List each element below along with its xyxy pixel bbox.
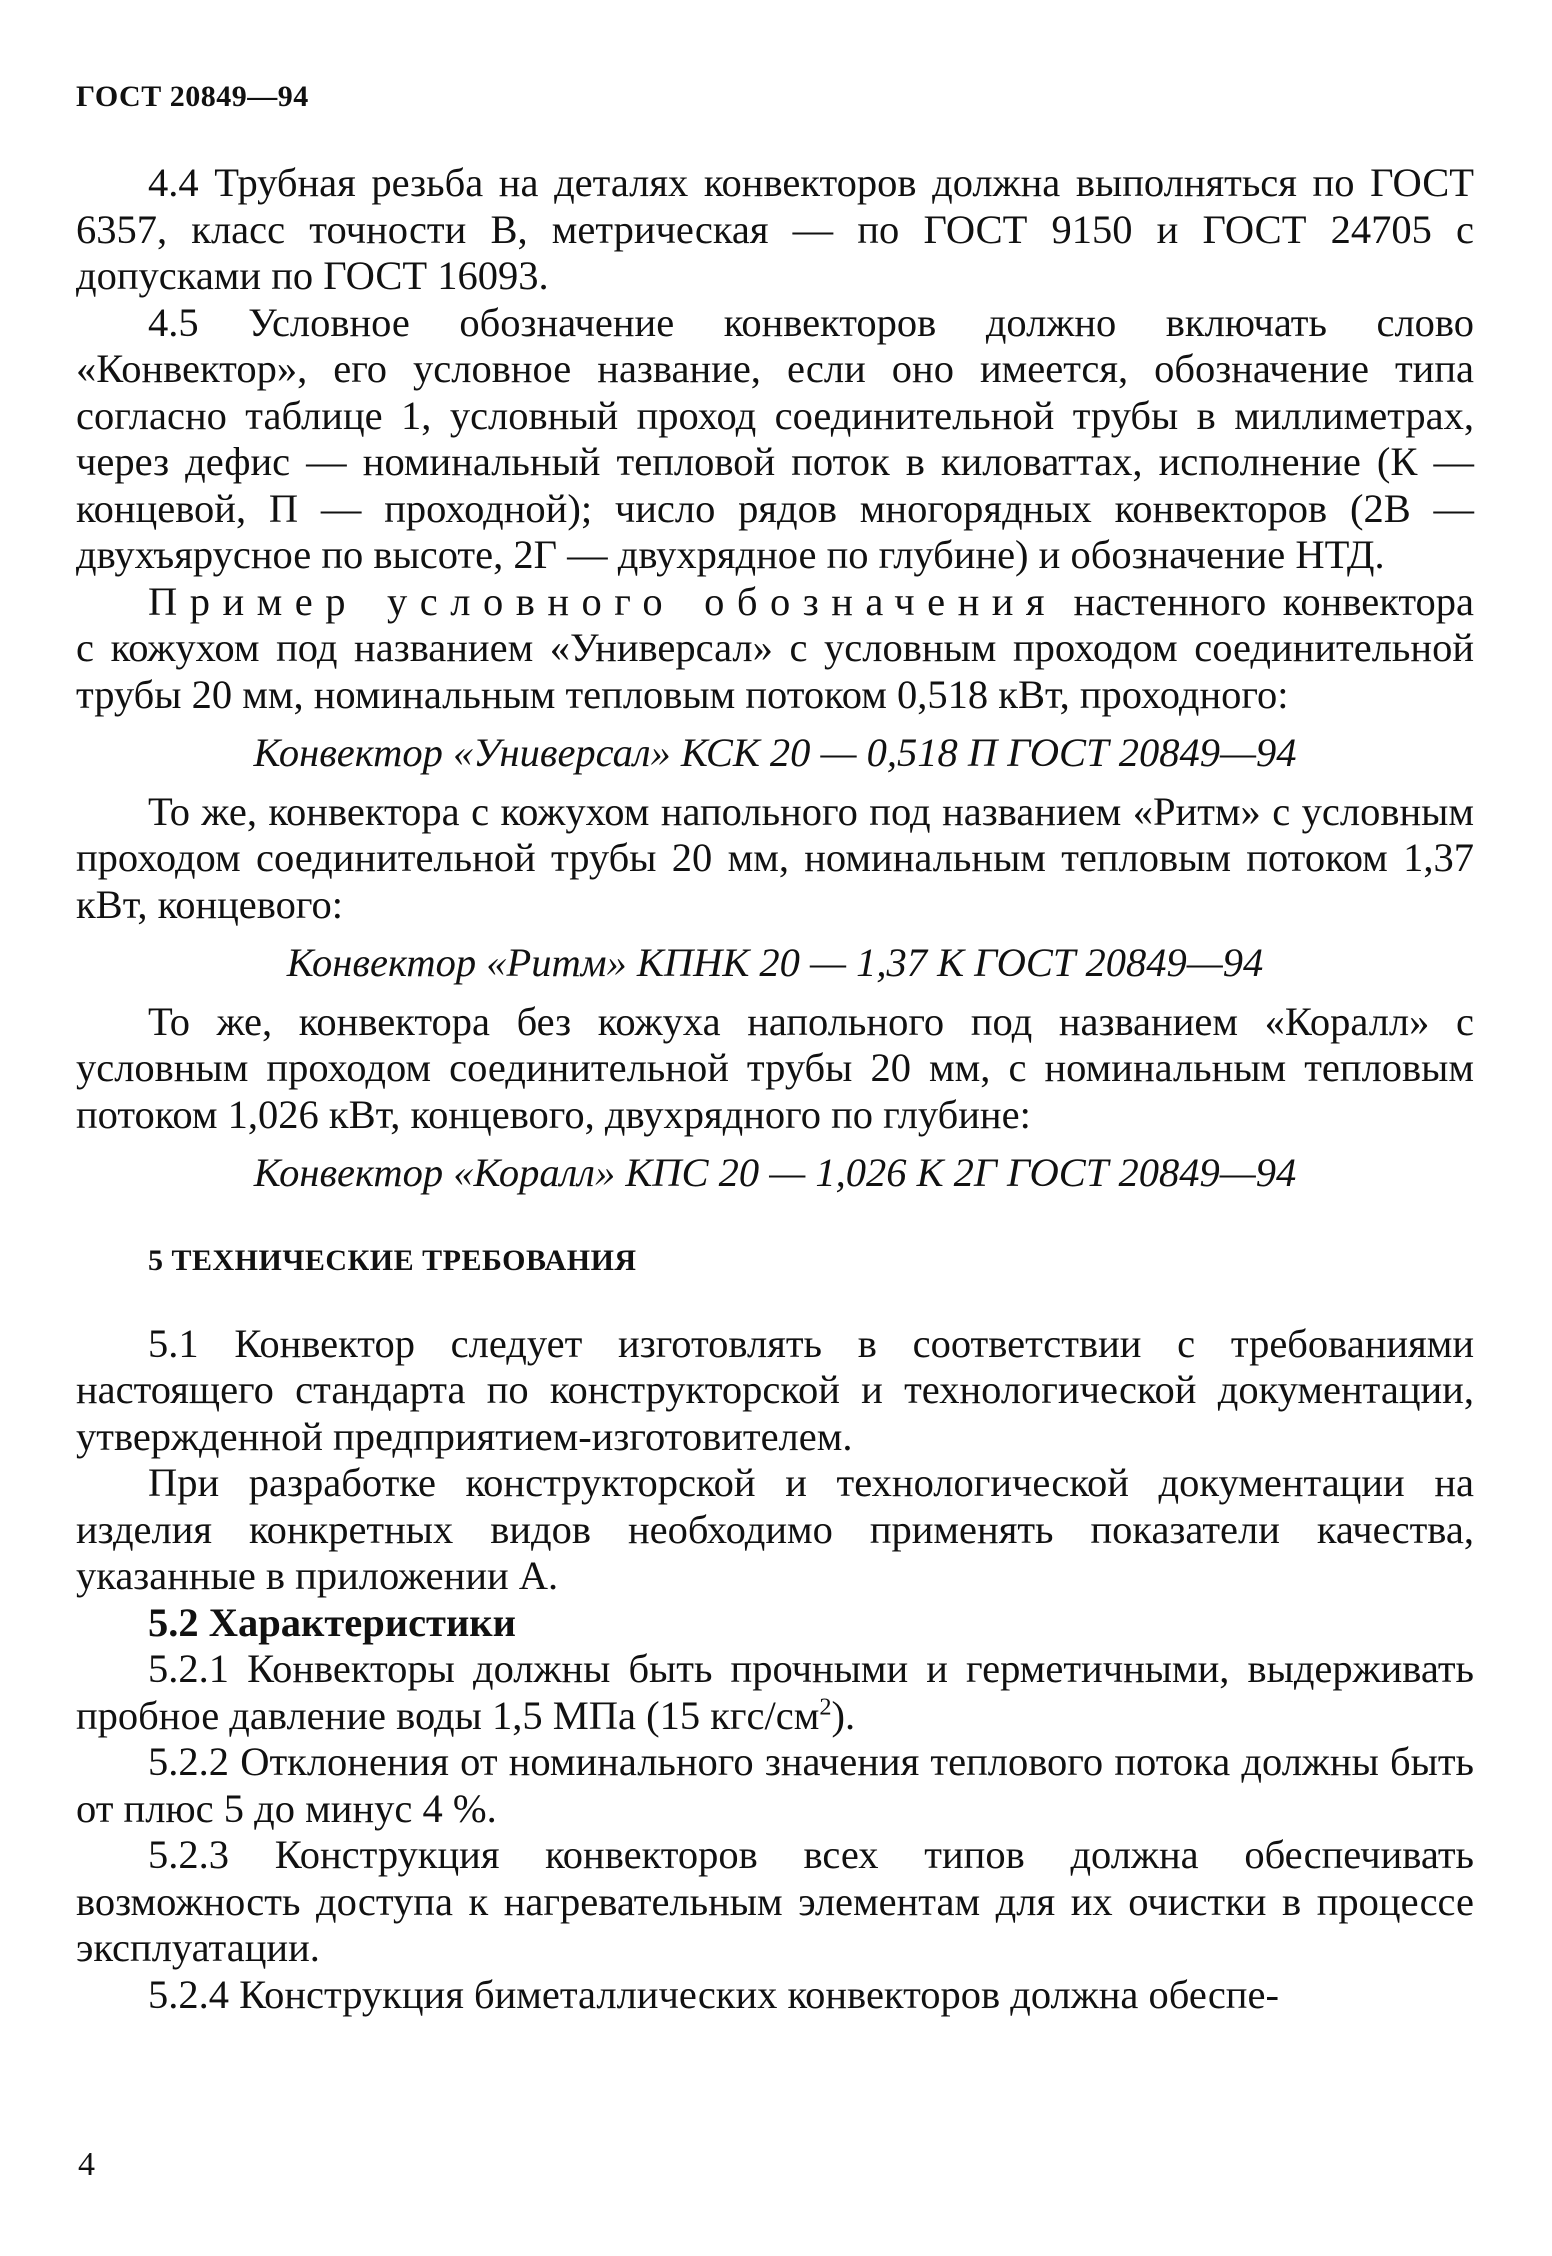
paragraph-5-2-1 [76, 1646, 1474, 1739]
paragraph-4-4: 4.4 Трубная резьба на деталях конвекторов должна выполняться по ГОСТ 6357, класс точности B, метрическая — по ГОСТ 9150 и ГОСТ 24705 с допусками по ГОСТ 16093. [76, 160, 1474, 298]
example-designation-3: Конвектор «Коралл» КПС 20 — 1,026 К 2Г ГОСТ 20849—94 [253, 1150, 1297, 1195]
same-paragraph-3: То же, конвектора без кожуха напольного под названием «Коралл» с условным проходом соединительной трубы 20 мм, с номинальным тепловым потоком 1,026 кВт, концевого, двухрядного по глубине: [76, 998, 1474, 1137]
paragraph-5-2-3: 5.2.3 Конструкция конвекторов всех типов должна обеспечивать возможность доступа к нагревательным элементам для их очистки в процессе эксплуатации. [76, 1832, 1474, 1970]
paragraph-5-2-1-end: ). [831, 1692, 856, 1738]
example-designation-2: Конвектор «Ритм» КПНК 20 — 1,37 К ГОСТ 20849—94 [286, 940, 1264, 985]
example-lead: Пример условного обозначения [148, 578, 1058, 624]
subsection-5-2-title: 5.2 Характеристики [148, 1599, 516, 1645]
superscript-2: 2 [819, 1693, 832, 1720]
paragraph-5-2-4: 5.2.4 Конструкция биметаллических конвекторов должна обеспе- [148, 1971, 1279, 2017]
paragraph-5-1: 5.1 Конвектор следует изготовлять в соответствии с требованиями настоящего стандарта по конструкторской и технологической документации, утвержденной предприятием-изготовителем. [76, 1320, 1474, 1459]
page-number: 4 [78, 2146, 95, 2183]
same-paragraph-2: То же, конвектора с кожухом напольного под названием «Ритм» с условным проходом соединительной трубы 20 мм, номинальным тепловым потоком 1,37 кВт, концевого: [76, 788, 1474, 927]
example-designation-1: Конвектор «Универсал» КСК 20 — 0,518 П ГОСТ 20849—94 [253, 730, 1297, 775]
example-text: настенного конвектора с кожухом под названием «Универсал» с условным проходом соединительной трубы 20 мм, номинальным тепловым потоком 0,518 кВт, проходного: [76, 578, 1474, 717]
paragraph-5-1-b: При разработке конструкторской и технологической документации на изделия конкретных видов необходимо применять показатели качества, указанные в приложении А. [76, 1460, 1474, 1598]
example-paragraph [76, 579, 1474, 719]
paragraph-4-5: 4.5 Условное обозначение конвекторов должно включать слово «Конвектор», его условное название, если оно имеется, обозначение типа согласно таблице 1, условный проход соединительной трубы в миллиметрах, через дефис — номинальный тепловой поток в киловаттах, исполнение (К — концевой, П — проходной); число рядов многорядных конвекторов (2В — двухъярусное по высоте, 2Г — двухрядное по глубине) и обозначение НТД. [76, 299, 1474, 577]
page-body [76, 160, 1474, 2018]
paragraph-5-2-2: 5.2.2 Отклонения от номинального значения теплового потока должны быть от плюс 5 до минус 4 %. [76, 1739, 1474, 1831]
page-header: ГОСТ 20849—94 [76, 80, 309, 113]
paragraph-5-2-1-text: 5.2.1 Конвекторы должны быть прочными и герметичными, выдерживать пробное давление воды 1,5 МПа (15 кгс/см [76, 1646, 1474, 1738]
section-5-title: 5 ТЕХНИЧЕСКИЕ ТРЕБОВАНИЯ [148, 1243, 637, 1277]
